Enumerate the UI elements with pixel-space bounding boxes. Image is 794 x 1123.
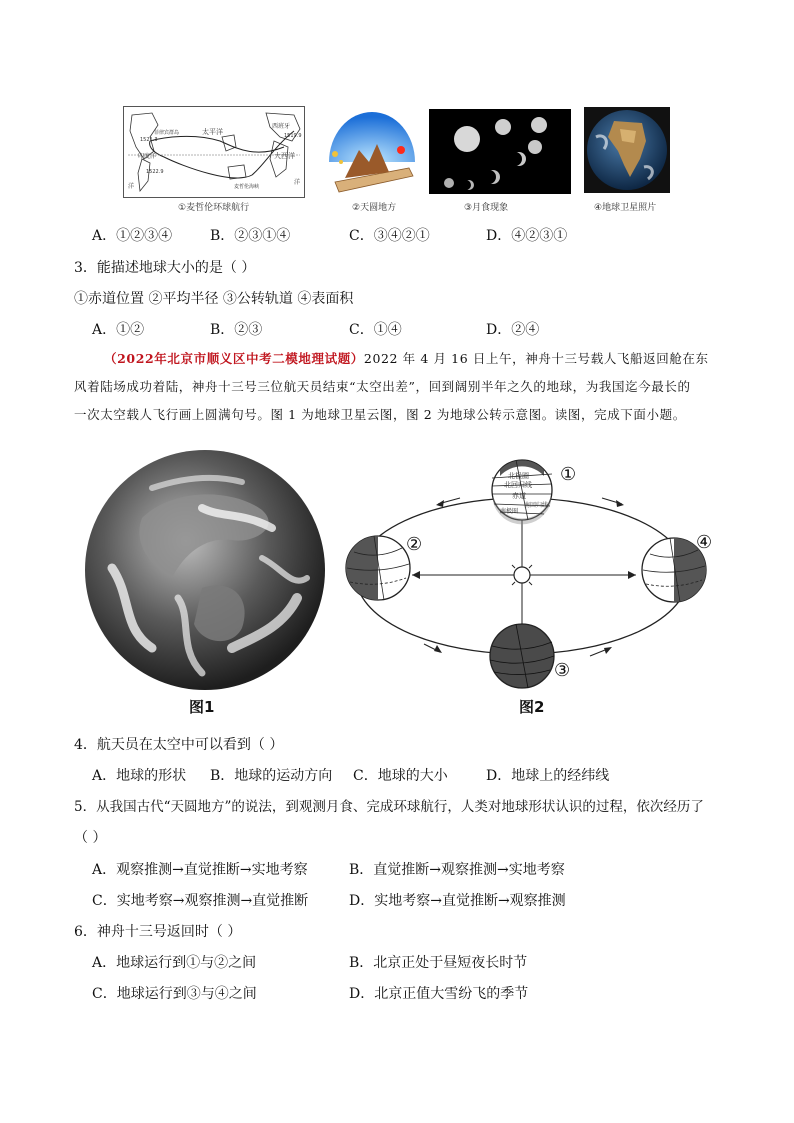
orbit-marker-1: ① [560,464,577,485]
q4-option-b[interactable]: B．地球的运动方向 [210,768,333,784]
orbit-marker-3: ③ [554,660,571,681]
q4-option-a[interactable]: A．地球的形状 [92,768,187,784]
q4-stem: 4．航天员在太空中可以看到（ ） [74,737,284,753]
q3-option-c[interactable]: C．①④ [349,322,402,338]
map-label-date2: 1521.3 [140,137,158,143]
map-label-ocean-a: 洋 [128,183,135,190]
magellan-map-figure [123,106,305,198]
q2-option-b[interactable]: B．②③①④ [210,228,291,244]
q5-option-a[interactable]: A．观察推测→直觉推断→实地考察 [92,862,308,878]
map-label-indian: 印度洋 [138,153,157,160]
q5-option-d[interactable]: D．实地考察→直觉推断→观察推测 [349,893,566,909]
orbit-marker-4: ④ [696,532,713,553]
figure-2-revolution-diagram [340,456,730,692]
q6-stem: 6．神舟十三号返回时（ ） [74,924,242,940]
q5-option-c[interactable]: C．实地考察→观察推测→直觉推断 [92,893,309,909]
passage [74,345,734,429]
orbit-marker-2: ② [406,534,423,555]
q5-option-b[interactable]: B．直觉推断→观察推测→实地考察 [349,862,565,878]
q3-option-b[interactable]: B．②③ [210,322,263,338]
q6-option-b[interactable]: B．北京正处于昼短夜长时节 [349,955,528,971]
q6-option-d[interactable]: D．北京正值大雪纷飞的季节 [349,986,529,1002]
figure-1-satellite-earth [82,448,328,692]
earth-photo-figure [584,107,670,193]
sky-dome-icon [325,106,419,196]
moon-phase-icon [429,109,571,194]
lunar-eclipse-figure [429,109,571,194]
q3-option-a[interactable]: A．①② [92,322,145,338]
q2-option-c[interactable]: C．③④②① [349,228,430,244]
q3-stem: 3．能描述地球大小的是（ ） [74,260,256,276]
q6-option-a[interactable]: A．地球运行到①与②之间 [92,955,257,971]
caption-magellan: ①麦哲伦环球航行 [178,203,250,213]
q6-option-c[interactable]: C．地球运行到③与④之间 [92,986,257,1002]
map-label-pacific: 太平洋 [202,128,223,136]
satellite-earth-icon [82,448,328,692]
q5-stem-bracket: （ ） [74,830,107,846]
map-label-atlantic: 大西洋 [274,152,295,160]
label-tropic-cancer: 北回归线 [504,481,532,489]
caption-sky-dome: ②天圆地方 [352,203,397,213]
map-label-strait: 麦哲伦海峡 [234,184,260,190]
passage-line3: 一次太空载人飞行画上圆满句号。图 1 为地球卫星云图，图 2 为地球公转示意图。读图，完成下面小题。 [74,407,686,422]
label-tropic-capricorn: 南回归线 [524,502,549,509]
passage-source: （2022年北京市顺义区中考二模地理试题） [104,351,364,366]
revolution-diagram-icon [340,456,730,692]
map-label-ocean-b: 洋 [294,179,301,186]
earth-photo-icon [584,107,670,193]
q3-option-d[interactable]: D．②④ [486,322,540,338]
q5-stem: 5．从我国古代“天圆地方”的说法，到观测月食、完成环球航行，人类对地球形状认识的过程，依次经历了 [74,799,704,815]
label-equator: 赤道 [512,492,526,500]
map-label-date1: 1519.9 [284,133,302,139]
caption-earth-photo: ④地球卫星照片 [594,203,657,213]
q2-option-a[interactable]: A．①②③④ [92,228,173,244]
q4-option-d[interactable]: D．地球上的经纬线 [486,768,610,784]
figure-2-label: 图2 [519,698,545,716]
q2-option-d[interactable]: D．④②③① [486,228,568,244]
map-label-spain: 西班牙 [272,123,291,130]
map-label-philippines: 菲律宾群岛 [154,130,180,136]
passage-line1: 2022 年 4 月 16 日上午，神舟十三号载人飞船返回舱在东 [363,351,709,366]
label-antarctic-circle: 南极圈 [500,508,519,515]
passage-line2: 风着陆场成功着陆，神舟十三号三位航天员结束“太空出差”，回到阔别半年之久的地球，为我国迄今最长的 [74,379,691,394]
caption-lunar-eclipse: ③月食现象 [464,203,509,213]
map-label-date3: 1522.9 [146,169,164,175]
q4-option-c[interactable]: C．地球的大小 [353,768,448,784]
label-arctic-circle: 北极圈 [508,472,529,480]
sky-dome-figure [325,106,419,196]
q3-items: ①赤道位置 ②平均半径 ③公转轨道 ④表面积 [74,291,354,307]
figure-1-label: 图1 [189,698,215,716]
